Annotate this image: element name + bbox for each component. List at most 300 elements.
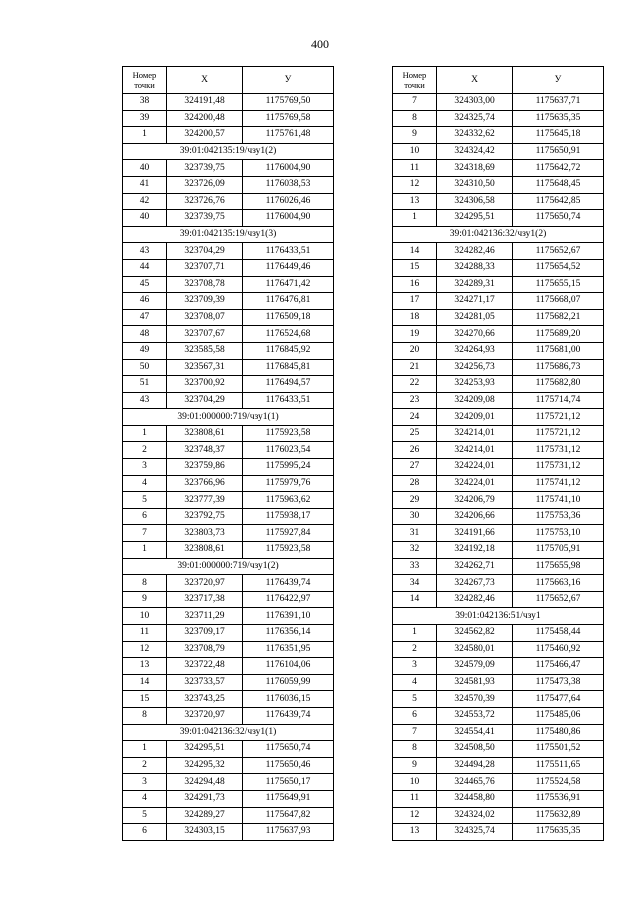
section-row [393,226,604,243]
x-coordinate-cell: 323722,48 [167,658,243,675]
x-coordinate-cell: 324224,01 [437,475,513,492]
y-coordinate-cell: 1175501,52 [513,741,604,758]
point-number-cell: 6 [123,824,167,841]
y-coordinate-cell: 1175650,17 [243,774,334,791]
section-row [123,409,334,426]
point-number-cell: 12 [393,807,437,824]
point-number-cell: 29 [393,492,437,509]
x-coordinate-cell: 324200,48 [167,110,243,127]
section-row [123,143,334,160]
point-number-cell: 8 [123,575,167,592]
y-coordinate-cell: 1176059,99 [243,674,334,691]
point-number-cell: 22 [393,376,437,393]
point-number-cell: 14 [393,591,437,608]
point-number-cell: 18 [393,309,437,326]
y-coordinate-cell: 1175938,17 [243,508,334,525]
x-coordinate-cell: 324200,57 [167,127,243,144]
point-number-cell: 11 [393,790,437,807]
y-coordinate-cell: 1175979,76 [243,475,334,492]
y-coordinate-cell: 1175753,10 [513,525,604,542]
y-coordinate-cell: 1175635,35 [513,824,604,841]
x-coordinate-cell: 324191,48 [167,94,243,111]
point-number-cell: 3 [123,774,167,791]
x-coordinate-cell: 324253,93 [437,376,513,393]
point-number-cell: 40 [123,210,167,227]
y-coordinate-cell: 1175650,46 [243,757,334,774]
table-row [123,757,334,774]
table-row [393,110,604,127]
table-row [123,359,334,376]
x-coordinate-cell: 324271,17 [437,293,513,310]
x-coordinate-cell: 324580,01 [437,641,513,658]
y-coordinate-cell: 1175473,38 [513,674,604,691]
table-row [393,359,604,376]
table-row [123,442,334,459]
table-row [393,425,604,442]
y-coordinate-cell: 1176391,10 [243,608,334,625]
header-point-number: Номер точки [393,67,437,94]
x-coordinate-cell: 324310,50 [437,176,513,193]
table-row [393,641,604,658]
table-row [123,326,334,343]
point-number-cell: 4 [123,790,167,807]
y-coordinate-cell: 1176439,74 [243,575,334,592]
point-number-cell: 13 [393,193,437,210]
y-coordinate-cell: 1176038,53 [243,176,334,193]
point-number-cell: 14 [393,243,437,260]
x-coordinate-cell: 324295,51 [167,741,243,758]
table-row [123,508,334,525]
table-row [123,259,334,276]
point-number-cell: 1 [123,127,167,144]
table-row [393,210,604,227]
point-number-cell: 1 [393,625,437,642]
x-coordinate-cell: 324325,74 [437,824,513,841]
y-coordinate-cell: 1175637,71 [513,94,604,111]
parcel-id-cell: 39:01:042135:19/чзу1(2) [123,143,334,160]
y-coordinate-cell: 1176449,46 [243,259,334,276]
y-coordinate-cell: 1176351,95 [243,641,334,658]
point-number-cell: 9 [393,757,437,774]
table-row [393,376,604,393]
point-number-cell: 19 [393,326,437,343]
point-number-cell: 20 [393,342,437,359]
table-row [393,774,604,791]
table-row [393,127,604,144]
y-coordinate-cell: 1175536,91 [513,790,604,807]
point-number-cell: 6 [393,707,437,724]
table-row [123,542,334,559]
y-coordinate-cell: 1176845,92 [243,342,334,359]
x-coordinate-cell: 323708,07 [167,309,243,326]
point-number-cell: 40 [123,160,167,177]
section-row [393,608,604,625]
x-coordinate-cell: 324264,93 [437,342,513,359]
x-coordinate-cell: 324262,71 [437,558,513,575]
point-number-cell: 15 [393,259,437,276]
point-number-cell: 10 [393,774,437,791]
point-number-cell: 5 [393,691,437,708]
x-coordinate-cell: 324256,73 [437,359,513,376]
table-row [123,210,334,227]
y-coordinate-cell: 1176439,74 [243,707,334,724]
point-number-cell: 8 [393,741,437,758]
table-header-row [393,67,604,94]
y-coordinate-cell: 1176494,57 [243,376,334,393]
section-row [123,226,334,243]
table-row [393,160,604,177]
point-number-cell: 34 [393,575,437,592]
x-coordinate-cell: 324562,82 [437,625,513,642]
y-coordinate-cell: 1175648,45 [513,176,604,193]
point-number-cell: 4 [123,475,167,492]
point-number-cell: 47 [123,309,167,326]
x-coordinate-cell: 323720,97 [167,575,243,592]
table-row [393,525,604,542]
x-coordinate-cell: 323766,96 [167,475,243,492]
table-row [393,176,604,193]
x-coordinate-cell: 324508,50 [437,741,513,758]
x-coordinate-cell: 323739,75 [167,160,243,177]
y-coordinate-cell: 1176845,81 [243,359,334,376]
point-number-cell: 5 [123,492,167,509]
point-number-cell: 27 [393,459,437,476]
x-coordinate-cell: 324270,66 [437,326,513,343]
y-coordinate-cell: 1176422,97 [243,591,334,608]
x-coordinate-cell: 324324,42 [437,143,513,160]
x-coordinate-cell: 323704,29 [167,392,243,409]
y-coordinate-cell: 1175923,58 [243,542,334,559]
table-row [393,259,604,276]
y-coordinate-cell: 1175652,67 [513,243,604,260]
table-row [123,425,334,442]
table-row [123,293,334,310]
table-row [123,790,334,807]
point-number-cell: 4 [393,674,437,691]
point-number-cell: 15 [123,691,167,708]
point-number-cell: 9 [393,127,437,144]
point-number-cell: 1 [123,741,167,758]
section-row [123,724,334,741]
point-number-cell: 12 [123,641,167,658]
y-coordinate-cell: 1175686,73 [513,359,604,376]
x-coordinate-cell: 324303,15 [167,824,243,841]
x-coordinate-cell: 323700,92 [167,376,243,393]
y-coordinate-cell: 1176104,06 [243,658,334,675]
table-row [393,459,604,476]
table-row [123,459,334,476]
y-coordinate-cell: 1175524,58 [513,774,604,791]
table-row [123,774,334,791]
table-row [393,542,604,559]
y-coordinate-cell: 1175668,07 [513,293,604,310]
x-coordinate-cell: 323567,31 [167,359,243,376]
table-row [123,243,334,260]
x-coordinate-cell: 324267,73 [437,575,513,592]
table-row [393,757,604,774]
point-number-cell: 1 [123,542,167,559]
table-row [123,492,334,509]
point-number-cell: 8 [393,110,437,127]
x-coordinate-cell: 324579,09 [437,658,513,675]
y-coordinate-cell: 1175682,21 [513,309,604,326]
table-row [123,674,334,691]
x-coordinate-cell: 324465,76 [437,774,513,791]
point-number-cell: 43 [123,392,167,409]
table-row [123,641,334,658]
x-coordinate-cell: 323709,39 [167,293,243,310]
table-row [123,691,334,708]
x-coordinate-cell: 324209,08 [437,392,513,409]
point-number-cell: 11 [393,160,437,177]
y-coordinate-cell: 1175458,44 [513,625,604,642]
point-number-cell: 13 [393,824,437,841]
x-coordinate-cell: 324282,46 [437,591,513,608]
point-number-cell: 45 [123,276,167,293]
y-coordinate-cell: 1175650,91 [513,143,604,160]
table-row [123,608,334,625]
point-number-cell: 11 [123,625,167,642]
y-coordinate-cell: 1175480,86 [513,724,604,741]
y-coordinate-cell: 1176471,42 [243,276,334,293]
point-number-cell: 31 [393,525,437,542]
y-coordinate-cell: 1175731,12 [513,459,604,476]
table-row [393,508,604,525]
table-row [393,658,604,675]
table-row [123,276,334,293]
x-coordinate-cell: 323707,67 [167,326,243,343]
table-row [393,575,604,592]
y-coordinate-cell: 1175731,12 [513,442,604,459]
table-row [393,724,604,741]
table-header-row [123,67,334,94]
table-row [123,575,334,592]
point-number-cell: 7 [123,525,167,542]
header-x: Х [437,67,513,94]
y-coordinate-cell: 1176433,51 [243,243,334,260]
header-y: У [513,67,604,94]
point-number-cell: 10 [393,143,437,160]
point-number-cell: 48 [123,326,167,343]
y-coordinate-cell: 1176023,54 [243,442,334,459]
y-coordinate-cell: 1175632,89 [513,807,604,824]
point-number-cell: 24 [393,409,437,426]
table-row [393,492,604,509]
table-row [123,193,334,210]
y-coordinate-cell: 1176476,81 [243,293,334,310]
table-row [123,309,334,326]
y-coordinate-cell: 1175769,50 [243,94,334,111]
table-row [123,160,334,177]
point-number-cell: 49 [123,342,167,359]
table-row [123,110,334,127]
x-coordinate-cell: 324214,01 [437,425,513,442]
y-coordinate-cell: 1175927,84 [243,525,334,542]
table-row [123,176,334,193]
point-number-cell: 50 [123,359,167,376]
y-coordinate-cell: 1175655,98 [513,558,604,575]
x-coordinate-cell: 324458,80 [437,790,513,807]
parcel-id-cell: 39:01:042136:32/чзу1(2) [393,226,604,243]
point-number-cell: 2 [123,757,167,774]
section-row [123,558,334,575]
y-coordinate-cell: 1175655,15 [513,276,604,293]
y-coordinate-cell: 1175682,80 [513,376,604,393]
x-coordinate-cell: 324295,32 [167,757,243,774]
table-row [393,409,604,426]
table-row [393,790,604,807]
table-row [123,127,334,144]
table-row [393,807,604,824]
table-row [123,741,334,758]
point-number-cell: 2 [123,442,167,459]
y-coordinate-cell: 1176524,68 [243,326,334,343]
point-number-cell: 3 [123,459,167,476]
point-number-cell: 5 [123,807,167,824]
point-number-cell: 10 [123,608,167,625]
header-x: Х [167,67,243,94]
x-coordinate-cell: 323726,76 [167,193,243,210]
table-row [393,591,604,608]
x-coordinate-cell: 324332,62 [437,127,513,144]
point-number-cell: 17 [393,293,437,310]
table-row [393,293,604,310]
y-coordinate-cell: 1175721,12 [513,425,604,442]
y-coordinate-cell: 1175460,92 [513,641,604,658]
y-coordinate-cell: 1176509,18 [243,309,334,326]
x-coordinate-cell: 323717,38 [167,591,243,608]
y-coordinate-cell: 1175681,00 [513,342,604,359]
x-coordinate-cell: 324289,27 [167,807,243,824]
x-coordinate-cell: 323726,09 [167,176,243,193]
page-number: 400 [311,37,329,51]
table-row [393,94,604,111]
x-coordinate-cell: 323792,75 [167,508,243,525]
table-row [123,525,334,542]
coordinates-table-right [392,66,604,841]
x-coordinate-cell: 324325,74 [437,110,513,127]
y-coordinate-cell: 1175466,47 [513,658,604,675]
table-row [393,558,604,575]
y-coordinate-cell: 1175963,62 [243,492,334,509]
table-row [393,326,604,343]
x-coordinate-cell: 323777,39 [167,492,243,509]
point-number-cell: 14 [123,674,167,691]
y-coordinate-cell: 1175714,74 [513,392,604,409]
y-coordinate-cell: 1175761,48 [243,127,334,144]
table-row [123,625,334,642]
table-row [393,824,604,841]
point-number-cell: 1 [123,425,167,442]
parcel-id-cell: 39:01:042136:51/чзу1 [393,608,604,625]
y-coordinate-cell: 1176433,51 [243,392,334,409]
y-coordinate-cell: 1175753,36 [513,508,604,525]
y-coordinate-cell: 1175689,20 [513,326,604,343]
x-coordinate-cell: 323743,25 [167,691,243,708]
table-row [123,707,334,724]
table-row [393,691,604,708]
point-number-cell: 21 [393,359,437,376]
point-number-cell: 16 [393,276,437,293]
table-row [393,707,604,724]
x-coordinate-cell: 324191,66 [437,525,513,542]
table-row [123,475,334,492]
table-row [393,193,604,210]
parcel-id-cell: 39:01:042135:19/чзу1(3) [123,226,334,243]
point-number-cell: 43 [123,243,167,260]
point-number-cell: 23 [393,392,437,409]
x-coordinate-cell: 324570,39 [437,691,513,708]
x-coordinate-cell: 323803,73 [167,525,243,542]
point-number-cell: 44 [123,259,167,276]
table-row [393,674,604,691]
y-coordinate-cell: 1175721,12 [513,409,604,426]
x-coordinate-cell: 323711,29 [167,608,243,625]
y-coordinate-cell: 1175650,74 [243,741,334,758]
x-coordinate-cell: 324303,00 [437,94,513,111]
header-y: У [243,67,334,94]
x-coordinate-cell: 323709,17 [167,625,243,642]
point-number-cell: 2 [393,641,437,658]
point-number-cell: 3 [393,658,437,675]
x-coordinate-cell: 323704,29 [167,243,243,260]
table-row [123,807,334,824]
point-number-cell: 33 [393,558,437,575]
point-number-cell: 8 [123,707,167,724]
x-coordinate-cell: 324553,72 [437,707,513,724]
y-coordinate-cell: 1175705,91 [513,542,604,559]
x-coordinate-cell: 324289,31 [437,276,513,293]
parcel-id-cell: 39:01:042136:32/чзу1(1) [123,724,334,741]
point-number-cell: 25 [393,425,437,442]
y-coordinate-cell: 1175477,64 [513,691,604,708]
x-coordinate-cell: 323733,57 [167,674,243,691]
point-number-cell: 41 [123,176,167,193]
y-coordinate-cell: 1175485,06 [513,707,604,724]
point-number-cell: 39 [123,110,167,127]
x-coordinate-cell: 324206,66 [437,508,513,525]
x-coordinate-cell: 323720,97 [167,707,243,724]
y-coordinate-cell: 1175511,65 [513,757,604,774]
table-row [123,824,334,841]
header-point-number: Номер точки [123,67,167,94]
point-number-cell: 7 [393,724,437,741]
y-coordinate-cell: 1175923,58 [243,425,334,442]
y-coordinate-cell: 1175645,18 [513,127,604,144]
y-coordinate-cell: 1175769,58 [243,110,334,127]
y-coordinate-cell: 1175647,82 [243,807,334,824]
x-coordinate-cell: 324581,93 [437,674,513,691]
y-coordinate-cell: 1175635,35 [513,110,604,127]
y-coordinate-cell: 1175650,74 [513,210,604,227]
point-number-cell: 12 [393,176,437,193]
y-coordinate-cell: 1175642,72 [513,160,604,177]
x-coordinate-cell: 323739,75 [167,210,243,227]
table-row [393,475,604,492]
table-row [393,392,604,409]
y-coordinate-cell: 1175741,12 [513,475,604,492]
parcel-id-cell: 39:01:000000:719/чзу1(2) [123,558,334,575]
point-number-cell: 46 [123,293,167,310]
y-coordinate-cell: 1176356,14 [243,625,334,642]
table-row [393,625,604,642]
table-row [393,276,604,293]
x-coordinate-cell: 323808,61 [167,425,243,442]
point-number-cell: 13 [123,658,167,675]
table-row [393,143,604,160]
table-row [393,342,604,359]
x-coordinate-cell: 323748,37 [167,442,243,459]
